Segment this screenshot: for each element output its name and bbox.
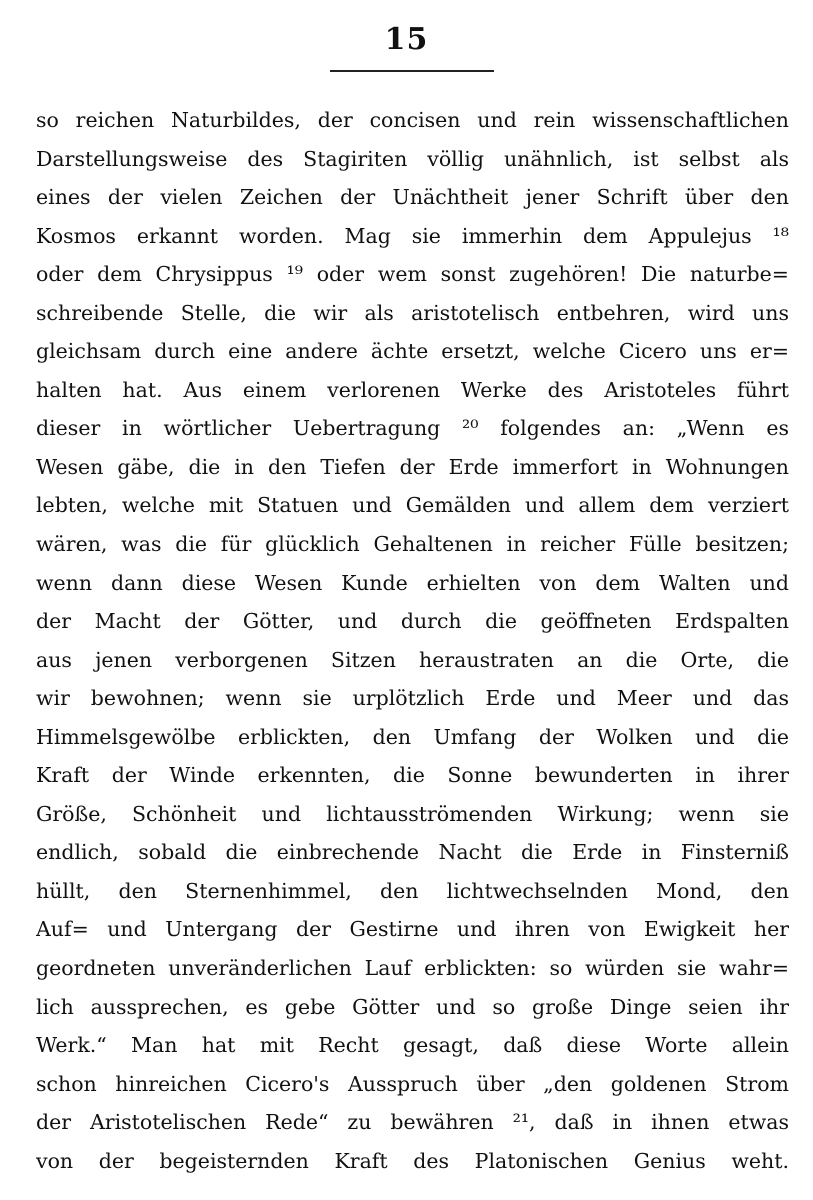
text-line: eines der vielen Zeichen der Unächtheit jener Schrift über den: [36, 185, 789, 210]
text-line: wenn dann diese Wesen Kunde erhielten von dem Walten und: [36, 570, 789, 595]
text-line: gleichsam durch eine andere ächte ersetzt, welche Cicero uns er=: [36, 339, 789, 364]
text-line: hüllt, den Sternenhimmel, den lichtwechselnden Mond, den: [36, 878, 789, 903]
text-line: endlich, sobald die einbrechende Nacht die Erde in Finsterniß: [36, 840, 789, 865]
text-line: schreibende Stelle, die wir als aristotelisch entbehren, wird uns: [36, 300, 789, 325]
text-line: von der begeisternden Kraft des Platonischen Genius weht.: [36, 1148, 789, 1173]
text-line: schon hinreichen Cicero's Ausspruch über „den goldenen Strom: [36, 1071, 789, 1096]
text-line: Wesen gäbe, die in den Tiefen der Erde immerfort in Wohnungen: [36, 454, 789, 479]
text-line: Kraft der Winde erkennten, die Sonne bewunderten in ihrer: [36, 763, 789, 788]
text-line: der Macht der Götter, und durch die geöffneten Erdspalten: [36, 609, 789, 634]
text-line: lich aussprechen, es gebe Götter und so große Dinge seien ihr: [36, 994, 789, 1019]
text-line: so reichen Naturbildes, der concisen und rein wissenschaftlichen: [36, 108, 789, 132]
text-line: oder dem Chrysippus ¹⁹ oder wem sonst zugehören! Die naturbe=: [36, 262, 789, 287]
text-line: geordneten unveränderlichen Lauf erblickten: so würden sie wahr=: [36, 956, 789, 981]
text-line: Werk.“ Man hat mit Recht gesagt, daß diese Worte allein: [36, 1033, 789, 1058]
text-line: Auf= und Untergang der Gestirne und ihren von Ewigkeit her: [36, 917, 789, 942]
text-line: aus jenen verborgenen Sitzen heraustraten an die Orte, die: [36, 647, 789, 672]
header-rule: [330, 70, 494, 72]
page-number: 15: [384, 22, 429, 57]
text-line: dieser in wörtlicher Uebertragung ²⁰ folgendes an: „Wenn es: [36, 416, 789, 441]
text-line: Himmelsgewölbe erblickten, den Umfang der Wolken und die: [36, 724, 789, 749]
text-line: Größe, Schönheit und lichtausströmenden Wirkung; wenn sie: [36, 801, 789, 826]
text-line: Darstellungsweise des Stagiriten völlig unähnlich, ist selbst als: [36, 146, 789, 171]
text-line: Kosmos erkannt worden. Mag sie immerhin dem Appulejus ¹⁸: [36, 223, 789, 248]
text-line: halten hat. Aus einem verlorenen Werke des Aristoteles führt: [36, 377, 789, 402]
text-line: wären, was die für glücklich Gehaltenen in reicher Fülle besitzen;: [36, 532, 789, 557]
text-line: lebten, welche mit Statuen und Gemälden und allem dem verziert: [36, 493, 789, 518]
text-line: der Aristotelischen Rede“ zu bewähren ²¹, daß in ihnen etwas: [36, 1110, 789, 1135]
body-text: [36, 101, 789, 1180]
text-line: wir bewohnen; wenn sie urplötzlich Erde und Meer und das: [36, 686, 789, 711]
